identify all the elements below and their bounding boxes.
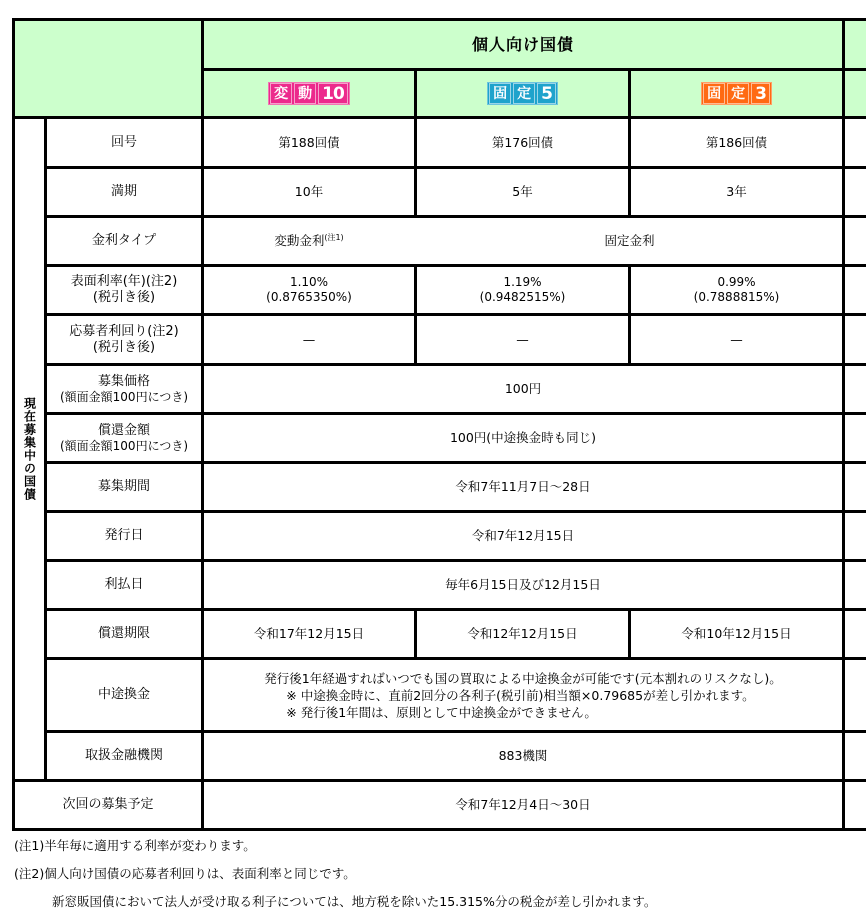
badge-cell-floating-10 bbox=[204, 71, 414, 116]
label-institutions: 取扱金融機関 bbox=[84, 748, 163, 763]
issue-no-value: 第188回債 bbox=[278, 134, 340, 150]
badge-char: 動 bbox=[294, 83, 316, 104]
badge-cell-fixed-3 bbox=[631, 71, 842, 116]
redemption-date-value: 令和12年12月15日 bbox=[467, 626, 578, 641]
coupon-value bbox=[204, 267, 414, 313]
note1-ref: (注1) bbox=[324, 233, 344, 242]
label-rate-type: 金利タイプ bbox=[91, 233, 157, 248]
rate-type-fixed: 固定金利 bbox=[604, 233, 655, 248]
coupon-rate: 0.99% bbox=[717, 275, 756, 289]
label-redemption-amount-line2: (額面金額100円につき) bbox=[59, 438, 189, 453]
label-coupon-line2: (税引き後) bbox=[92, 290, 156, 305]
early-redemption-value bbox=[204, 660, 842, 730]
label-interest-date: 利払日 bbox=[104, 577, 144, 592]
footnote-3: 新窓販国債において法人が受け取る利子については、地方税を除いた15.315%分の税金が差し引かれます。 bbox=[52, 894, 657, 909]
fixed-5-badge bbox=[487, 82, 558, 105]
label-issue-no: 回号 bbox=[110, 134, 137, 150]
issue-no-value: 第176回債 bbox=[491, 134, 554, 150]
label-yield bbox=[47, 316, 201, 363]
label-issue-date: 発行日 bbox=[104, 528, 144, 543]
coupon-after-tax: (0.9482515%) bbox=[479, 290, 566, 304]
issue-no-value: 第186回債 bbox=[705, 134, 768, 150]
label-offering-period: 募集期間 bbox=[97, 479, 150, 494]
badge-char: 定 bbox=[513, 83, 535, 104]
label-price-line2: (額面金額100円につき) bbox=[59, 389, 189, 404]
early-redemption-line: 発行後1年経過すればいつでも国の買取による中途換金が可能です(元本割れのリスクなし)。 bbox=[264, 670, 782, 686]
redemption-date-value: 令和17年12月15日 bbox=[253, 626, 365, 641]
side-label-cell bbox=[15, 119, 44, 779]
institutions-value: 883機関 bbox=[498, 748, 548, 763]
badge-char: 5 bbox=[537, 83, 556, 104]
label-early-redemption: 中途換金 bbox=[97, 687, 150, 702]
floating-10-badge bbox=[268, 82, 350, 105]
label-coupon-line1: 表面利率(年)(注2) bbox=[70, 274, 178, 289]
rate-type-floating-text: 変動金利 bbox=[274, 233, 325, 248]
rate-type-floating bbox=[204, 218, 414, 264]
price-value: 100円 bbox=[504, 381, 542, 396]
maturity-value: 5年 bbox=[512, 184, 533, 199]
yield-value: — bbox=[516, 331, 529, 347]
group-title: 個人向け国債 bbox=[471, 34, 574, 54]
next-offering-value: 令和7年12月4日～30日 bbox=[455, 797, 591, 812]
early-redemption-line: ※ 発行後1年間は、原則として中途換金ができません。 bbox=[286, 704, 597, 720]
badge-char: 定 bbox=[727, 83, 749, 104]
badge-char: 10 bbox=[318, 83, 348, 104]
early-redemption-text bbox=[264, 670, 781, 721]
yield-value: — bbox=[302, 331, 316, 347]
interest-date-value: 毎年6月15日及び12月15日 bbox=[445, 577, 601, 592]
coupon-rate: 1.19% bbox=[503, 275, 542, 289]
maturity-value: 10年 bbox=[294, 184, 324, 199]
coupon-rate: 1.10% bbox=[289, 275, 329, 289]
label-maturity: 満期 bbox=[110, 184, 137, 199]
fixed-3-badge bbox=[701, 82, 772, 105]
coupon-value bbox=[417, 267, 628, 313]
maturity-value: 3年 bbox=[726, 184, 747, 199]
border-right-visible bbox=[842, 18, 845, 831]
coupon-after-tax: (0.7888815%) bbox=[693, 290, 780, 304]
label-next-offering: 次回の募集予定 bbox=[62, 797, 154, 812]
label-yield-line2: (税引き後) bbox=[92, 339, 156, 355]
label-coupon bbox=[47, 267, 201, 313]
redemption-amount-value: 100円(中途換金時も同じ) bbox=[449, 430, 597, 445]
label-price bbox=[47, 366, 201, 412]
label-price-line1: 募集価格 bbox=[97, 373, 150, 389]
redemption-date-value: 令和10年12月15日 bbox=[681, 626, 792, 641]
border-bottom bbox=[12, 828, 866, 831]
label-redemption-amount-line1: 償還金額 bbox=[97, 422, 150, 438]
footnote-1: (注1)半年毎に適用する利率が変わります。 bbox=[14, 838, 256, 853]
coupon-value bbox=[631, 267, 842, 313]
side-label: 現在募集中の国債 bbox=[22, 397, 37, 501]
footnote-2: (注2)個人向け国債の応募者利回りは、表面利率と同じです。 bbox=[14, 866, 356, 881]
badge-char: 固 bbox=[489, 83, 511, 104]
early-redemption-line: ※ 中途換金時に、直前2回分の各利子(税引前)相当額×0.79685が差し引かれます。 bbox=[286, 687, 755, 703]
badge-char: 3 bbox=[751, 83, 770, 104]
issue-date-value: 令和7年12月15日 bbox=[471, 528, 575, 543]
badge-char: 変 bbox=[270, 83, 292, 104]
offering-period-value: 令和7年11月7日～28日 bbox=[455, 479, 591, 494]
label-yield-line1: 応募者利回り(注2) bbox=[69, 323, 179, 339]
badge-cell-fixed-5 bbox=[417, 71, 628, 116]
badge-char: 固 bbox=[703, 83, 725, 104]
yield-value: — bbox=[730, 331, 743, 347]
label-redemption-amount bbox=[47, 415, 201, 461]
coupon-after-tax: (0.8765350%) bbox=[266, 290, 352, 304]
label-redemption-date: 償還期限 bbox=[97, 626, 150, 641]
